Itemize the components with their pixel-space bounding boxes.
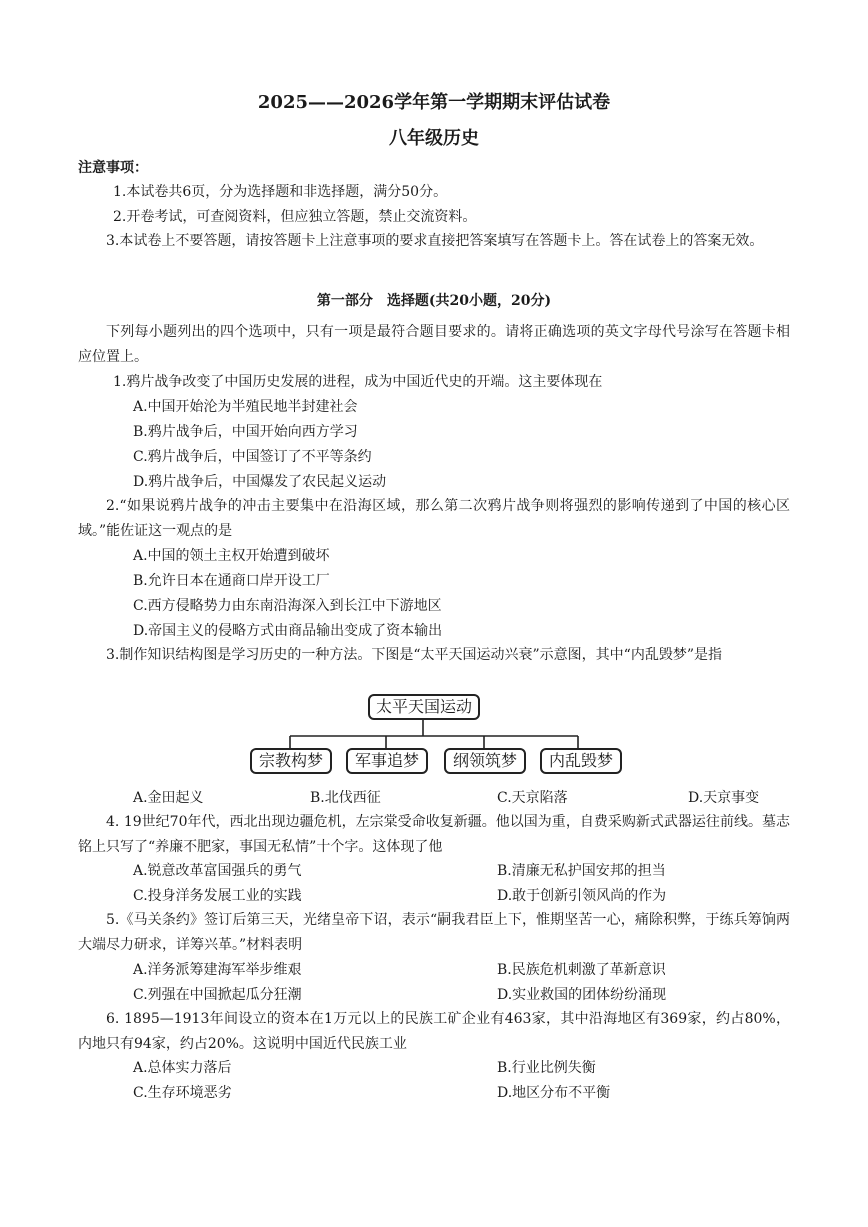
question-3-option-c: C.天京陷落	[497, 790, 568, 806]
question-2-option-a: A.中国的领土主权开始遭到破坏	[133, 548, 330, 564]
question-1-option-a: A.中国开始沦为半殖民地半封建社会	[133, 399, 358, 415]
question-6-option-d: D.地区分布不平衡	[497, 1085, 611, 1101]
question-3-option-a: A.金田起义	[133, 790, 204, 806]
question-6-stem: 6. 1895—1913年间设立的资本在1万元以上的民族工矿企业有463家，其中沿海地区有369家，约占80%，内地只有94家，约占20%。这说明中国近代民族工业	[78, 1011, 790, 1052]
diagram-root-node: 太平天国运动	[368, 694, 480, 720]
question-2-option-c: C.西方侵略势力由东南沿海深入到长江中下游地区	[133, 598, 442, 614]
question-4-option-a: A.锐意改革富国强兵的勇气	[133, 863, 302, 879]
question-6-option-b: B.行业比例失衡	[497, 1060, 596, 1076]
part1-instruction: 下列每小题列出的四个选项中，只有一项是最符合题目要求的。请将正确选项的英文字母代号涂写在答题卡相应位置上。	[78, 324, 790, 365]
question-1-stem: 1.鸦片战争改变了中国历史发展的进程，成为中国近代史的开端。这主要体现在	[113, 374, 603, 390]
question-3-option-b: B.北伐西征	[310, 790, 381, 806]
diagram-node-military: 军事追梦	[346, 748, 428, 774]
question-3-option-d: D.天京事变	[688, 790, 760, 806]
question-4-option-b: B.清廉无私护国安邦的担当	[497, 863, 666, 879]
question-6-option-c: C.生存环境恶劣	[133, 1085, 232, 1101]
notice-item-1: 1.本试卷共6页，分为选择题和非选择题，满分50分。	[113, 184, 448, 200]
question-4-stem: 4. 19世纪70年代，西北出现边疆危机，左宗棠受命收复新疆。他以国为重，自费采购新式武器运往前线。墓志铭上只写了“养廉不肥家，事国无私情”十个字。这体现了他	[78, 814, 790, 855]
exam-subtitle: 八年级历史	[389, 128, 479, 149]
question-5-stem: 5.《马关条约》签订后第三天，光绪皇帝下诏，表示“嗣我君臣上下，惟期坚苦一心，痛除积弊，于练兵筹饷两大端尽力研求，详筹兴革。”材料表明	[78, 912, 790, 953]
exam-title: 2025——2026学年第一学期期末评估试卷	[257, 92, 611, 113]
notice-heading: 注意事项：	[78, 160, 148, 176]
part1-heading: 第一部分 选择题(共20小题，20分)	[316, 293, 552, 309]
question-4-option-d: D.敢于创新引领风尚的作为	[497, 888, 667, 904]
question-1-option-b: B.鸦片战争后，中国开始向西方学习	[133, 424, 358, 440]
question-1-option-d: D.鸦片战争后，中国爆发了农民起义运动	[133, 474, 387, 490]
diagram-node-civil-strife: 内乱毁梦	[540, 748, 622, 774]
question-2-option-b: B.允许日本在通商口岸开设工厂	[133, 573, 330, 589]
diagram-node-program: 纲领筑梦	[444, 748, 526, 774]
question-5-option-c: C.列强在中国掀起瓜分狂潮	[133, 987, 302, 1003]
question-5-option-a: A.洋务派筹建海军举步维艰	[133, 962, 302, 978]
question-5-option-b: B.民族危机刺激了革新意识	[497, 962, 666, 978]
question-2-option-d: D.帝国主义的侵略方式由商品输出变成了资本输出	[133, 623, 443, 639]
question-6-option-a: A.总体实力落后	[133, 1060, 232, 1076]
question-5-option-d: D.实业救国的团体纷纷涌现	[497, 987, 667, 1003]
question-3-stem: 3.制作知识结构图是学习历史的一种方法。下图是“太平天国运动兴衰”示意图，其中“内乱毁梦”是指	[106, 647, 722, 663]
question-4-option-c: C.投身洋务发展工业的实践	[133, 888, 302, 904]
notice-item-3: 3.本试卷上不要答题，请按答题卡上注意事项的要求直接把答案填写在答题卡上。答在试卷上的答案无效。	[106, 233, 764, 249]
question-2-stem: 2.“如果说鸦片战争的冲击主要集中在沿海区域，那么第二次鸦片战争则将强烈的影响传递到了中国的核心区域。”能佐证这一观点的是	[78, 498, 790, 539]
question-1-option-c: C.鸦片战争后，中国签订了不平等条约	[133, 449, 372, 465]
taiping-structure-diagram	[248, 694, 628, 776]
diagram-node-religion: 宗教构梦	[250, 748, 332, 774]
notice-item-2: 2.开卷考试，可查阅资料，但应独立答题，禁止交流资料。	[113, 209, 477, 225]
